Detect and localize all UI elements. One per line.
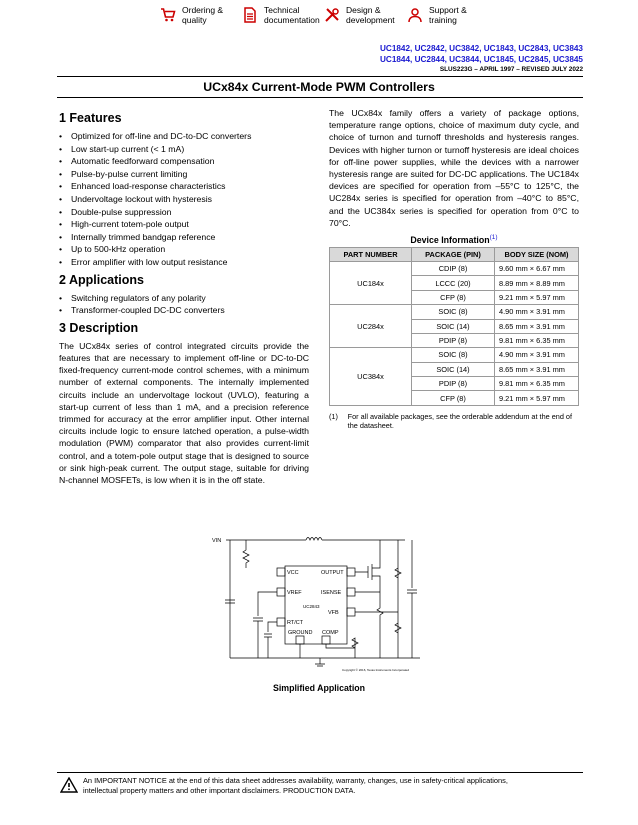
doc-id: SLUS223G – APRIL 1997 – REVISED JULY 2022 xyxy=(439,66,583,73)
part-number-cell: UC284x xyxy=(330,305,412,348)
list-item: • Transformer-coupled DC-DC converters xyxy=(59,304,309,317)
nav-label-line1: Ordering & xyxy=(182,5,224,15)
column-header: BODY SIZE (NOM) xyxy=(495,247,579,261)
body-size-cell: 9.81 mm × 6.35 mm xyxy=(495,333,579,347)
support-icon xyxy=(407,7,423,23)
document-icon xyxy=(242,7,258,23)
nav-label-line1: Design & xyxy=(346,5,381,15)
nav-design-development[interactable] xyxy=(324,6,407,25)
list-item: • High-current totem-pole output xyxy=(59,218,309,231)
left-column xyxy=(59,111,309,486)
list-item: • Up to 500-kHz operation xyxy=(59,243,309,256)
description-heading: 3 Description xyxy=(59,320,139,335)
package-cell: PDIP (8) xyxy=(412,333,495,347)
package-cell: SOIC (8) xyxy=(412,305,495,319)
cart-icon xyxy=(160,7,176,23)
body-size-cell: 8.65 mm × 3.91 mm xyxy=(495,319,579,333)
schematic-copyright: Copyright © 2016, Texas Instruments Incorporated xyxy=(342,668,410,672)
notice-line2: intellectual property matters and other important disclaimers. PRODUCTION DATA. xyxy=(83,785,356,795)
ic-pin-ground: GROUND xyxy=(288,630,313,636)
nav-label-line2: documentation xyxy=(264,14,320,25)
part-number-cell: UC184x xyxy=(330,261,412,304)
body-size-cell: 9.81 mm × 6.35 mm xyxy=(495,377,579,391)
ic-pin-output: OUTPUT xyxy=(321,570,344,576)
table-row xyxy=(330,305,579,319)
features-heading: 1 Features xyxy=(59,111,122,125)
tools-icon xyxy=(324,7,340,23)
ic-pin-vcc: VCC xyxy=(287,570,299,576)
schematic-caption: Simplified Application xyxy=(272,683,366,693)
ic-pin-rtct: RT/CT xyxy=(287,620,304,626)
package-cell: LCCC (20) xyxy=(412,276,495,290)
list-item: • Optimized for off-line and DC-to-DC converters xyxy=(59,130,309,143)
right-column xyxy=(329,107,579,430)
package-cell: CFP (8) xyxy=(412,290,495,304)
footnote-text: For all available packages, see the orderable addendum at the end of the datasheet. xyxy=(347,411,572,430)
device-info-table xyxy=(329,247,579,406)
list-item: • Internally trimmed bandgap reference xyxy=(59,231,309,244)
simplified-application-schematic xyxy=(210,528,435,678)
applications-heading: 2 Applications xyxy=(59,272,144,287)
footer-divider xyxy=(57,772,583,773)
description-text: The UCx84x series of control integrated circuits provide the features that are necessary to implement off-line or DC-to-DC fixed-frequency current-mode control schemes, with a minimum number of external components. The internally implemented circuits include an undervoltage lockout (UVLO), featuring a start-up current of less than 1 mA, and a precision reference trimmed for accuracy at the error amplifier input. Other internal circuits include logic to ensure latched operation, a pulse-width modulation (PWM) comparator that also provides current-limit control, and a totem-pole output stage that is designed to source or sink high-peak current. The output stage, suitable for driving N-channel MOSFETs, is low when it is in the off state. xyxy=(59,340,309,485)
list-item: • Pulse-by-pulse current limiting xyxy=(59,168,309,181)
nav-label-line2: development xyxy=(346,14,395,25)
list-item: • Double-pulse suppression xyxy=(59,206,309,219)
list-item: • Undervoltage lockout with hysteresis xyxy=(59,193,309,206)
column-header: PART NUMBER xyxy=(330,247,412,261)
footnote-ref[interactable]: (1) xyxy=(489,234,498,242)
body-size-cell: 4.90 mm × 3.91 mm xyxy=(495,348,579,362)
ic-pin-vref: VREF xyxy=(287,590,302,596)
nav-label-line2: training xyxy=(429,14,457,25)
list-item: • Automatic feedforward compensation xyxy=(59,155,309,168)
part-numbers[interactable] xyxy=(380,43,583,65)
ic-pin-isense: ISENSE xyxy=(321,590,342,596)
table-footnote xyxy=(329,412,579,430)
nav-ordering-quality[interactable] xyxy=(160,6,242,25)
body-size-cell: 8.89 mm × 8.89 mm xyxy=(495,276,579,290)
table-row xyxy=(330,348,579,362)
package-cell: CDIP (8) xyxy=(412,261,495,275)
body-size-cell: 9.60 mm × 6.67 mm xyxy=(495,261,579,275)
part-number-cell: UC384x xyxy=(330,348,412,406)
nav-technical-documentation[interactable] xyxy=(242,6,324,25)
top-nav xyxy=(160,6,487,25)
ic-name: UC2843 xyxy=(303,604,320,609)
package-cell: SOIC (8) xyxy=(412,348,495,362)
device-info-title-text: Device Information xyxy=(410,234,490,245)
part-numbers-line2[interactable]: UC1844, UC2844, UC3844, UC1845, UC2845, UC3845 xyxy=(380,55,583,64)
nav-support-training[interactable] xyxy=(407,6,487,25)
list-item: • Enhanced load-response characteristics xyxy=(59,180,309,193)
nav-label-line1: Support & xyxy=(429,5,467,15)
ic-pin-comp: COMP xyxy=(322,630,339,636)
device-info-title xyxy=(329,234,579,245)
applications-list xyxy=(59,292,309,317)
package-cell: PDIP (8) xyxy=(412,377,495,391)
description-continued: The UCx84x family offers a variety of package options, temperature range options, choice of maximum duty cycle, and choice of turnon and turnoff thresholds and hysteresis ranges. Devices with higher turnon or turnoff hysteresis are ideal choices for off-line power supplies, while the devices with a narrower hysteresis range are suited for DC-DC applications. The UC184x devices are specified for operation from –55°C to 125°C, the UC284x series is specified for operation from –40°C to 85°C, and the UC384x series is specified for operation from 0°C to 70°C. xyxy=(329,108,579,228)
list-item: • Error amplifier with low output resistance xyxy=(59,256,309,269)
notice-line1: An IMPORTANT NOTICE at the end of this data sheet addresses availability, warranty, changes, use in safety-critical applications, xyxy=(83,776,508,785)
warning-icon xyxy=(60,777,78,793)
table-row xyxy=(330,261,579,275)
ic-pin-vfb: VFB xyxy=(328,610,339,616)
part-numbers-line1[interactable]: UC1842, UC2842, UC3842, UC1843, UC2843, UC3843 xyxy=(380,44,583,53)
package-cell: SOIC (14) xyxy=(412,362,495,376)
vin-label: VIN xyxy=(212,538,222,544)
page-title: UCx84x Current-Mode PWM Controllers xyxy=(203,80,435,94)
features-list xyxy=(59,130,309,269)
body-size-cell: 9.21 mm × 5.97 mm xyxy=(495,391,579,405)
title-divider xyxy=(57,97,583,98)
nav-label-line2: quality xyxy=(182,14,207,25)
package-cell: CFP (8) xyxy=(412,391,495,405)
body-size-cell: 8.65 mm × 3.91 mm xyxy=(495,362,579,376)
list-item: • Switching regulators of any polarity xyxy=(59,292,309,305)
nav-label-line1: Technical xyxy=(264,5,300,15)
body-size-cell: 4.90 mm × 3.91 mm xyxy=(495,305,579,319)
column-header: PACKAGE (PIN) xyxy=(412,247,495,261)
body-size-cell: 9.21 mm × 5.97 mm xyxy=(495,290,579,304)
header-divider xyxy=(57,76,583,77)
package-cell: SOIC (14) xyxy=(412,319,495,333)
important-notice xyxy=(60,776,580,795)
list-item: • Low start-up current (< 1 mA) xyxy=(59,143,309,156)
footnote-number: (1) xyxy=(329,411,338,421)
